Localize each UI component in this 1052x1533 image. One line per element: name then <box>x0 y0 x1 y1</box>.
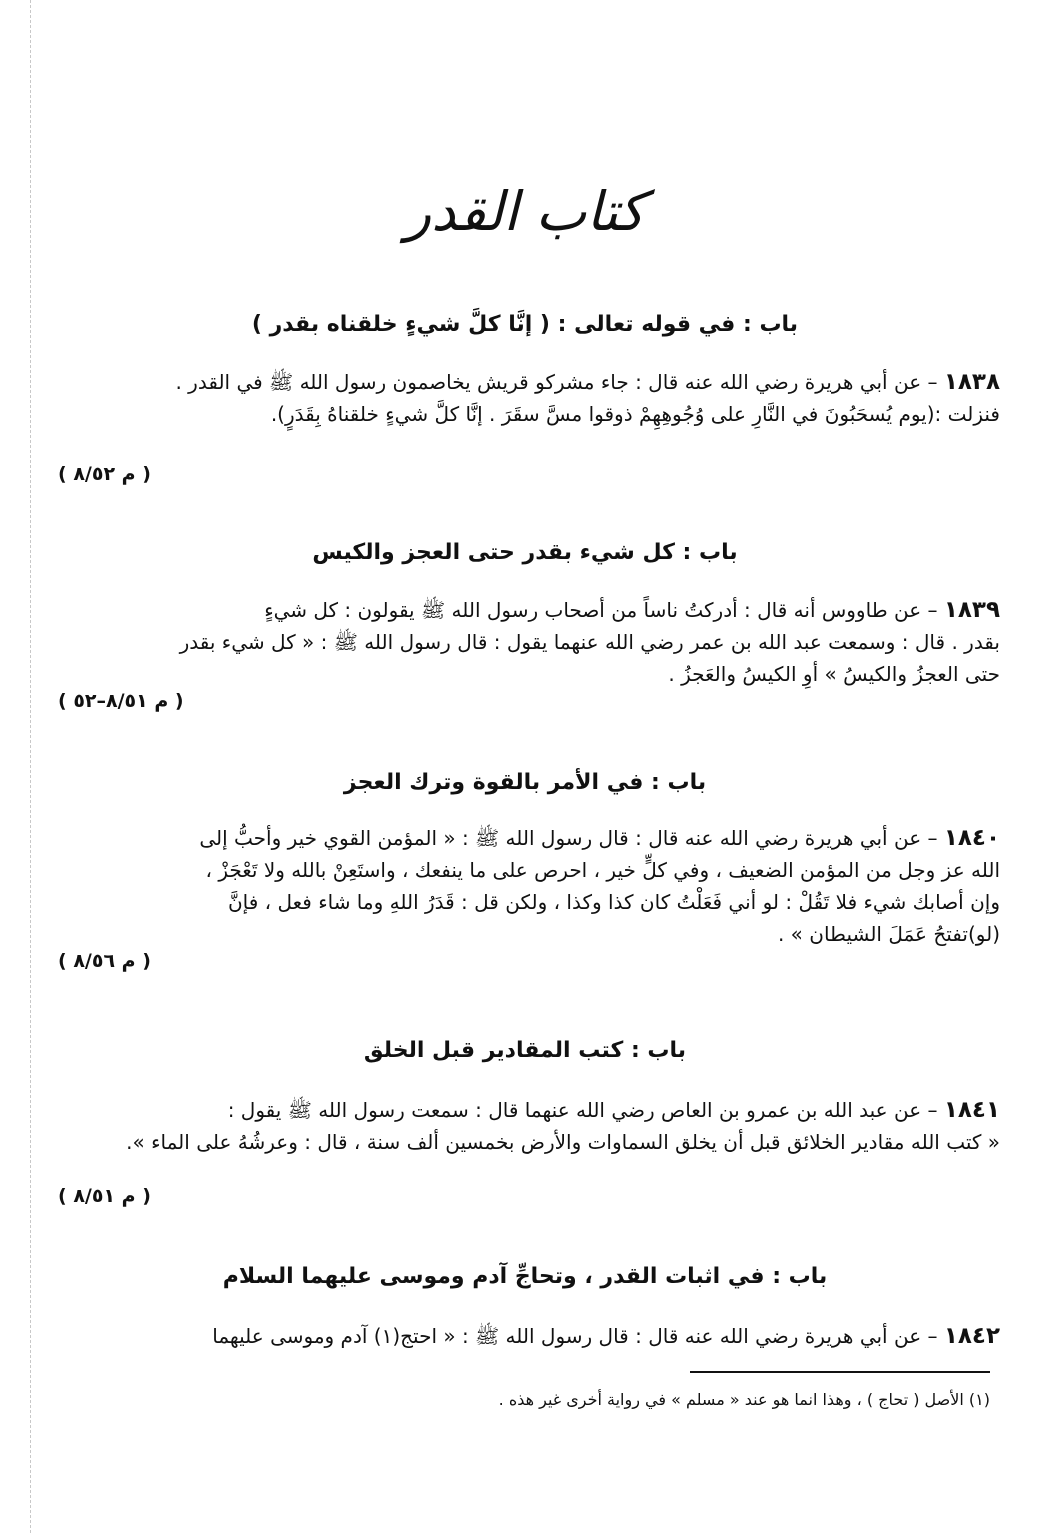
chapter-heading: باب : كل شيء بقدر حتى العجز والكيس <box>312 540 738 565</box>
hadith-line <box>70 822 1000 854</box>
chapter-heading: باب : كتب المقادير قبل الخلق <box>363 1038 687 1063</box>
hadith-text: – عن عبد الله بن عمرو بن العاص رضي الله عنهما قال : سمعت رسول الله ﷺ يقول : <box>227 1098 938 1122</box>
hadith-line <box>70 366 1000 398</box>
chapter-heading: باب : في الأمر بالقوة وترك العجز <box>343 770 707 795</box>
hadith-block <box>70 822 1000 950</box>
hadith-number: ١٨٣٨ <box>943 369 1000 395</box>
hadith-number: ١٨٤٠ <box>943 825 1000 851</box>
hadith-line: (لو)تفتحُ عَمَلَ الشيطان » . <box>777 922 1000 946</box>
footnote: (١) الأصل ( تحاج ) ، وهذا انما هو عند « مسلم » في رواية أخرى غير هذه . <box>498 1390 990 1409</box>
scan-margin-line <box>30 0 31 1533</box>
hadith-block <box>70 366 1000 430</box>
hadith-reference: ( م ٨/٥٦ ) <box>58 950 151 972</box>
hadith-line <box>70 1320 1000 1352</box>
hadith-reference: ( م ٨/٥١ ) <box>58 1185 151 1207</box>
hadith-number: ١٨٣٩ <box>943 597 1000 623</box>
footnote-divider <box>690 1371 990 1373</box>
hadith-line: « كتب الله مقادير الخلائق قبل أن يخلق السماوات والأرض بخمسين ألف سنة ، قال : وعرشُهُ على الماء ». <box>126 1130 1000 1154</box>
hadith-block <box>70 1320 1000 1352</box>
hadith-number: ١٨٤٢ <box>943 1323 1000 1349</box>
hadith-line <box>70 594 1000 626</box>
chapter-heading: باب : في قوله تعالى : ( إنَّا كلَّ شيءٍ خلقناه بقدر ) <box>251 312 799 337</box>
hadith-reference: ( م ٨/٥١–٥٢ ) <box>58 690 184 712</box>
hadith-block <box>70 1094 1000 1158</box>
hadith-line: بقدر . قال : وسمعت عبد الله بن عمر رضي الله عنهما يقول : قال رسول الله ﷺ : « كل شيء بقدر <box>179 630 1000 654</box>
hadith-line: الله عز وجل من المؤمن الضعيف ، وفي كلٍّ خير ، احرص على ما ينفعك ، واستَعِنْ بالله ولا تَعْجَزْ ، <box>205 858 1000 882</box>
chapter-heading: باب : في اثبات القدر ، وتحاجِّ آدم وموسى عليهما السلام <box>222 1264 828 1289</box>
hadith-text: – عن أبي هريرة رضي الله عنه قال : قال رسول الله ﷺ : « المؤمن القوي خير وأحبُّ إلى <box>199 826 938 850</box>
hadith-text: – عن أبي هريرة رضي الله عنه قال : قال رسول الله ﷺ : « احتج(١) آدم وموسى عليهما <box>212 1324 938 1348</box>
hadith-text: – عن أبي هريرة رضي الله عنه قال : جاء مشركو قريش يخاصمون رسول الله ﷺ في القدر . <box>175 370 938 394</box>
hadith-text: – عن طاووس أنه قال : أدركتُ ناساً من أصحاب رسول الله ﷺ يقولون : كل شيءٍ <box>264 598 938 622</box>
hadith-line: وإن أصابك شيء فلا تَقُلْ : لو أني فَعَلْتُ كان كذا وكذا ، ولكن قل : قَدَرُ اللهِ وما شاء فعل ، فإنَّ <box>227 890 1000 914</box>
hadith-line: فنزلت :(يوم يُسحَبُونَ في النَّارِ على وُجُوهِهِمْ ذوقوا مسَّ سقَرَ . إنَّا كلَّ شيءٍ خلقناهُ بِقَدَرٍ). <box>270 402 1000 426</box>
book-page <box>50 0 1000 1533</box>
book-title: كتاب القدر <box>405 180 645 243</box>
hadith-number: ١٨٤١ <box>943 1097 1000 1123</box>
hadith-block <box>70 594 1000 690</box>
hadith-line <box>70 1094 1000 1126</box>
hadith-reference: ( م ٨/٥٢ ) <box>58 463 151 485</box>
hadith-line: حتى العجزُ والكيسُ » أوِ الكيسُ والعَجزُ . <box>668 662 1000 686</box>
